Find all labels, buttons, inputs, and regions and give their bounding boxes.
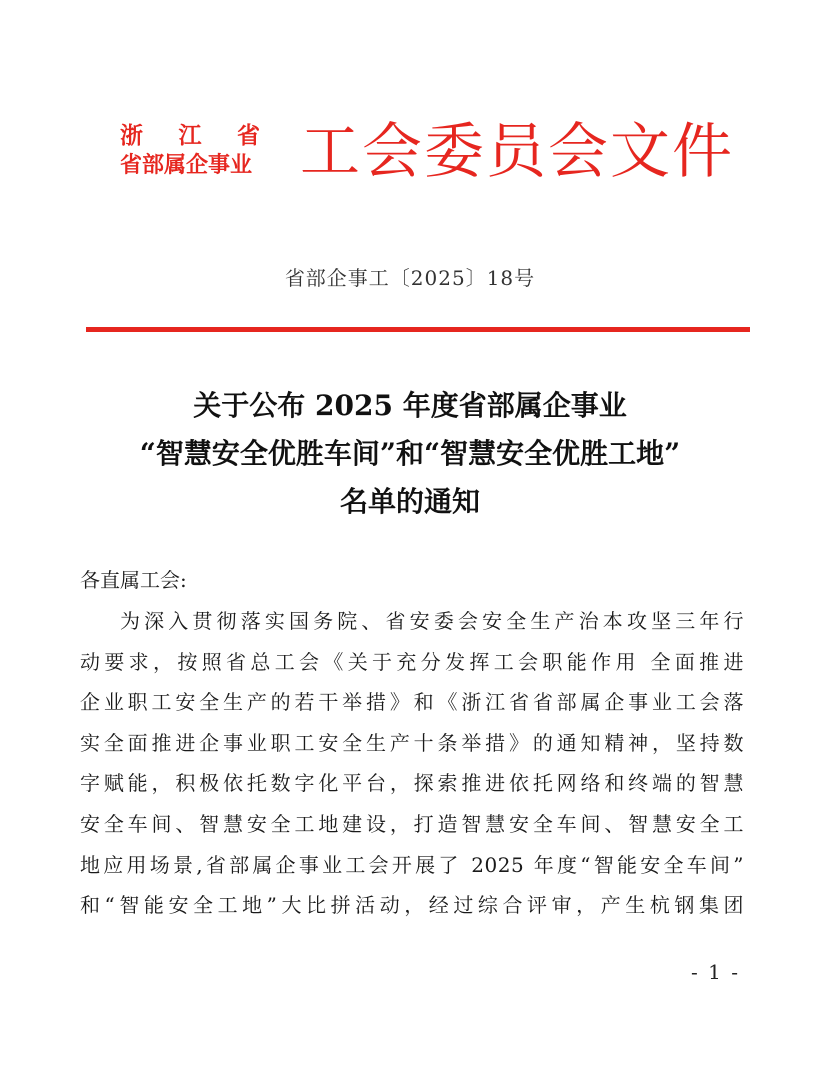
red-divider-line [86, 327, 750, 332]
masthead [0, 0, 820, 200]
document-type-heading: 工会委员会文件 [300, 117, 734, 187]
title-line-3: 名单的通知 [339, 485, 480, 518]
body-line: 实全面推进企事业职工安全生产十条举措》的通知精神，坚持数 [80, 730, 744, 755]
notice-title [0, 382, 820, 526]
body-line: 字赋能，积极依托数字化平台，探索推进依托网络和终端的智慧 [80, 771, 744, 796]
body-paragraph [80, 601, 744, 926]
title-line-1: 关于公布 2025 年度省部属企事业 [193, 389, 627, 422]
body-line: 安全车间、智慧安全工地建设，打造智慧安全车间、智慧安全工 [80, 811, 744, 836]
document-number: 省部企事工〔2025〕18号 [284, 266, 536, 290]
issuer-char: 省 [237, 123, 260, 149]
issuer-char: 江 [178, 123, 202, 149]
issuer-province [120, 122, 260, 150]
body-line: 和“智能安全工地”大比拼活动，经过综合评审，产生杭钢集团 [80, 893, 744, 918]
body-line: 动要求，按照省总工会《关于充分发挥工会职能作用 全面推进 [80, 649, 744, 674]
body-line: 为深入贯彻落实国务院、省安委会安全生产治本攻坚三年行 [120, 609, 744, 633]
issuer-unit: 省部属企事业 [120, 153, 253, 178]
body-line: 地应用场景,省部属企事业工会开展了 2025 年度“智能安全车间” [80, 852, 744, 877]
title-line-2: “智慧安全优胜车间”和“智慧安全优胜工地” [139, 437, 681, 470]
body-line: 企业职工安全生产的若干举措》和《浙江省省部属企事业工会落 [80, 690, 744, 715]
page-number: - 1 - [691, 960, 740, 984]
salutation: 各直属工会: [80, 568, 187, 592]
issuer-char: 浙 [120, 123, 143, 149]
issuer-name [120, 122, 260, 180]
